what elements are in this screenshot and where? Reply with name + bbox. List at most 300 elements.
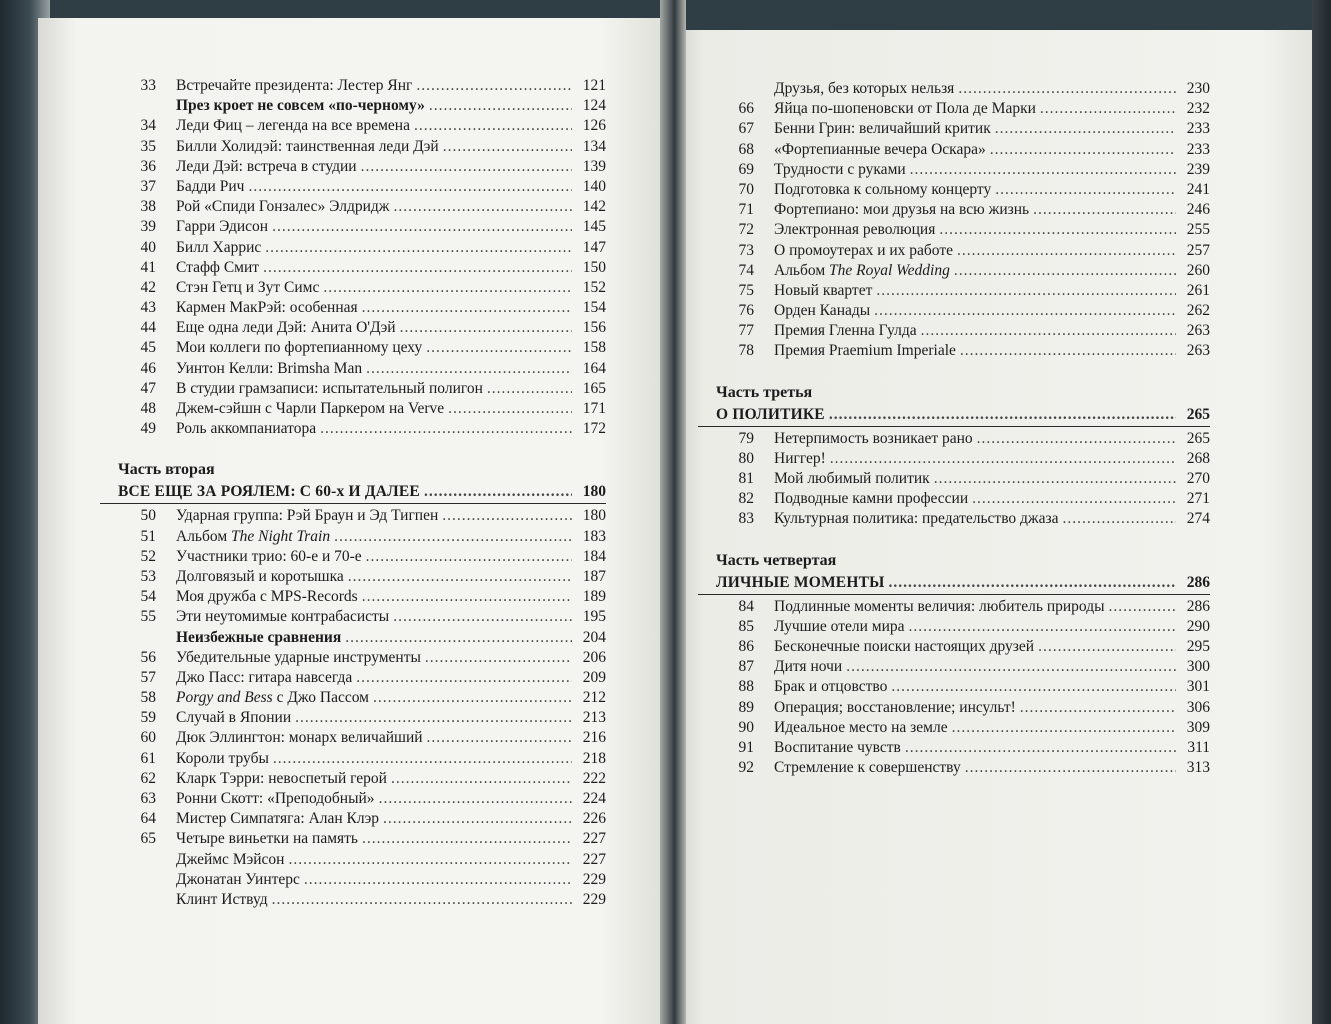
chapter-title: Бесконечные поиски настоящих друзей [774, 637, 1035, 655]
toc-entry [100, 547, 606, 567]
chapter-title: Идеальное место на земле [774, 718, 948, 736]
leader-dots [373, 688, 572, 708]
leader-dots [425, 648, 572, 668]
chapter-title: Короли трубы [176, 749, 269, 767]
toc-entry [698, 617, 1210, 637]
chapter-number: 63 [140, 790, 156, 807]
page-number: 295 [1186, 637, 1210, 655]
left-toc [100, 76, 606, 910]
leader-dots [1020, 698, 1176, 718]
page-number: 290 [1186, 617, 1210, 635]
chapter-title: Премия Гленна Гулда [774, 322, 917, 340]
page-number: 260 [1186, 261, 1210, 279]
toc-entry [698, 261, 1210, 281]
page-number: 187 [582, 567, 606, 585]
toc-entry [100, 338, 606, 358]
toc-entry [698, 509, 1210, 529]
chapter-number: 88 [738, 678, 754, 696]
leader-dots [1063, 509, 1176, 529]
leader-dots [442, 506, 572, 526]
page-number: 274 [1186, 510, 1210, 528]
page-number: 172 [582, 420, 606, 438]
leader-dots [362, 587, 572, 607]
chapter-number: 58 [140, 689, 156, 707]
toc-entry [100, 708, 606, 728]
leader-dots [910, 160, 1176, 180]
page-number: 255 [1186, 221, 1210, 239]
chapter-title-part: Альбом [774, 261, 830, 279]
chapter-title: Рой «Спиди Гонзалес» Элдридж [176, 198, 390, 216]
toc-entry [698, 738, 1210, 758]
leader-dots [416, 76, 572, 96]
page-number: 222 [582, 769, 606, 787]
chapter-number: 72 [738, 221, 754, 239]
chapter-number: 78 [738, 342, 754, 360]
toc-entry [100, 809, 606, 829]
page-number: 164 [582, 359, 606, 377]
chapter-number: 69 [738, 160, 754, 178]
page-number: 300 [1186, 658, 1210, 676]
chapter-title: Бадди Рич [176, 177, 245, 195]
chapter-title-part: Альбом [176, 527, 232, 545]
leader-dots [426, 338, 572, 358]
toc-entry [100, 116, 606, 136]
leader-dots [889, 572, 1176, 594]
chapter-title: Ниггер! [774, 449, 826, 467]
chapter-title: Стэн Гетц и Зут Симс [176, 278, 320, 296]
toc-entry [100, 137, 606, 157]
leader-dots [391, 769, 572, 789]
leader-dots [443, 137, 572, 157]
toc-entry [698, 469, 1210, 489]
leader-dots [1038, 637, 1176, 657]
leader-dots [334, 527, 572, 547]
leader-dots [362, 829, 572, 849]
toc-entry [100, 379, 606, 399]
page-number: 233 [1186, 140, 1210, 158]
page-number: 145 [582, 218, 606, 236]
chapter-number: 39 [140, 218, 156, 236]
chapter-title [774, 261, 950, 281]
leader-dots [829, 404, 1176, 426]
leader-dots [366, 359, 572, 379]
page-number: 204 [582, 628, 606, 646]
chapter-title: Подготовка к сольному концерту [774, 180, 992, 198]
page-number: 227 [582, 830, 606, 848]
chapter-title: Воспитание чувств [774, 738, 901, 756]
chapter-title: Четыре виньетки на память [176, 830, 358, 848]
toc-entry [698, 99, 1210, 119]
toc-entry [100, 217, 606, 237]
leader-dots [954, 261, 1176, 281]
chapter-number: 62 [140, 769, 156, 787]
page-number: 126 [582, 117, 606, 135]
chapter-number: 65 [140, 830, 156, 848]
chapter-title: Моя дружба с MPS-Records [176, 588, 358, 606]
page-number: 271 [1186, 490, 1210, 508]
part-two-page: 180 [582, 483, 606, 501]
chapter-number: 40 [140, 238, 156, 256]
page-number: 246 [1186, 201, 1210, 219]
page-number: 180 [582, 507, 606, 525]
part-two-title: ВСЕ ЕЩЕ ЗА РОЯЛЕМ: С 60-х И ДАЛЕЕ [118, 483, 420, 501]
leader-dots [356, 668, 572, 688]
leader-dots [977, 429, 1176, 449]
leader-dots [995, 180, 1176, 200]
chapter-number: 48 [140, 400, 156, 417]
leader-dots [1033, 200, 1176, 220]
part-three-label: Часть третья [716, 383, 813, 401]
chapter-title: Яйца по-шопеновски от Пола де Марки [774, 100, 1036, 118]
chapter-number: 41 [140, 258, 156, 276]
chapter-number: 36 [140, 157, 156, 175]
chapter-title: В студии грамзаписи: испытательный полигон [176, 379, 483, 397]
chapter-number: 44 [140, 319, 156, 337]
chapter-number: 80 [738, 449, 754, 467]
chapter-title: Подлинные моменты величия: любитель природы [774, 597, 1105, 615]
leader-dots [427, 728, 572, 748]
toc-entry [698, 758, 1210, 778]
page-number: 309 [1186, 718, 1210, 736]
toc-entry [100, 318, 606, 338]
toc-entry [100, 850, 606, 870]
chapter-title: Билли Холидэй: таинственная леди Дэй [176, 137, 439, 155]
chapter-number: 47 [140, 379, 156, 397]
chapter-title: Нетерпимость возникает рано [774, 429, 973, 447]
chapter-title: Трудности с руками [774, 160, 906, 178]
page-number: 152 [582, 278, 606, 296]
toc-entry [100, 399, 606, 419]
page-number: 184 [582, 547, 606, 565]
page-number: 226 [582, 810, 606, 828]
page-number: 150 [582, 258, 606, 276]
toc-entry [100, 177, 606, 197]
page-number: 270 [1186, 470, 1210, 487]
chapter-number: 74 [738, 261, 754, 279]
part-two-heading [100, 481, 606, 504]
chapter-number: 73 [738, 241, 754, 259]
chapter-number: 71 [738, 201, 754, 219]
toc-entry [698, 597, 1210, 617]
chapter-number: 75 [738, 281, 754, 299]
page-number: 229 [582, 870, 606, 888]
leader-dots [830, 449, 1176, 469]
chapter-title: Операция; восстановление; инсульт! [774, 698, 1016, 716]
leader-dots [265, 238, 572, 258]
toc-entry [100, 298, 606, 318]
chapter-number: 81 [738, 470, 754, 487]
page-number: 268 [1186, 449, 1210, 467]
toc-entry [100, 607, 606, 627]
page-number: 154 [582, 299, 606, 317]
chapter-title: Джем-сэйшн с Чарли Паркером на Verve [176, 400, 445, 417]
chapter-number: 85 [738, 617, 754, 635]
page-number: 171 [582, 400, 606, 417]
toc-entry [100, 258, 606, 278]
leader-dots [272, 217, 572, 237]
chapter-title: Джонатан Уинтерс [176, 870, 300, 888]
chapter-number: 59 [140, 709, 156, 727]
chapter-number: 60 [140, 729, 156, 747]
leader-dots [905, 738, 1176, 758]
page-number: 306 [1186, 698, 1210, 716]
page-number: 212 [582, 689, 606, 707]
chapter-number: 83 [738, 510, 754, 528]
chapter-title: Неизбежные сравнения [176, 628, 342, 646]
toc-entry [100, 419, 606, 439]
page-number: 239 [1186, 160, 1210, 178]
leader-dots [874, 301, 1176, 321]
page-number: 261 [1186, 281, 1210, 299]
toc-entry [100, 829, 606, 849]
toc-entry [100, 278, 606, 298]
chapter-number: 86 [738, 637, 754, 655]
toc-entry [698, 698, 1210, 718]
chapter-number: 87 [738, 658, 754, 676]
leader-dots [958, 79, 1176, 99]
toc-list-left-b [100, 506, 606, 910]
page-number: 156 [582, 319, 606, 337]
toc-entry [100, 648, 606, 668]
page-number: 262 [1186, 302, 1210, 320]
chapter-number: 34 [140, 117, 156, 135]
chapter-number: 64 [140, 810, 156, 828]
toc-entry [100, 506, 606, 526]
toc-entry [698, 321, 1210, 341]
leader-dots [362, 298, 572, 318]
chapter-number: 84 [738, 597, 754, 615]
part-three-heading [698, 404, 1210, 427]
toc-entry [100, 587, 606, 607]
leader-dots [366, 547, 572, 567]
chapter-number: 57 [140, 668, 156, 686]
toc-list-right-b [698, 429, 1210, 530]
chapter-number: 35 [140, 137, 156, 155]
leader-dots [345, 628, 572, 648]
page-number: 229 [582, 890, 606, 908]
toc-entry [100, 749, 606, 769]
leader-dots [921, 321, 1176, 341]
chapter-title [176, 527, 330, 547]
chapter-title: Стафф Смит [176, 258, 260, 276]
chapter-number: 76 [738, 302, 754, 320]
toc-entry [698, 677, 1210, 697]
toc-entry [100, 769, 606, 789]
page-number: 301 [1186, 678, 1210, 696]
toc-entry [698, 79, 1210, 99]
chapter-title: Фортепиано: мои друзья на всю жизнь [774, 201, 1030, 219]
toc-entry [100, 870, 606, 890]
chapter-title-part: The Night Train [231, 527, 331, 545]
page-number: 195 [582, 608, 606, 626]
page-number: 263 [1186, 322, 1210, 340]
leader-dots [304, 870, 572, 890]
chapter-title: Мистер Симпатяга: Алан Клэр [176, 810, 380, 828]
page-number: 183 [582, 527, 606, 545]
leader-dots [876, 281, 1176, 301]
toc-list-right-c [698, 597, 1210, 779]
chapter-title: Культурная политика: предательство джаза [774, 510, 1059, 528]
leader-dots [960, 341, 1176, 361]
toc-list-left-a [100, 76, 606, 439]
chapter-number: 90 [738, 718, 754, 736]
leader-dots [934, 469, 1176, 489]
toc-entry [100, 238, 606, 258]
chapter-title: Роль аккомпаниатора [176, 420, 317, 438]
chapter-number: 68 [738, 140, 754, 158]
chapter-title: Джеймс Мэйсон [176, 850, 285, 868]
chapter-title: Мои коллеги по фортепианному цеху [176, 339, 423, 357]
page-number: 140 [582, 177, 606, 195]
chapter-number: 55 [140, 608, 156, 626]
page-number: 224 [582, 790, 606, 807]
chapter-number: 37 [140, 177, 156, 195]
toc-entry [698, 140, 1210, 160]
chapter-number: 61 [140, 749, 156, 767]
leader-dots [1109, 597, 1176, 617]
page-number: 213 [582, 709, 606, 727]
chapter-number: 38 [140, 198, 156, 216]
page-number: 209 [582, 668, 606, 686]
chapter-number: 56 [140, 648, 156, 666]
chapter-title: Клинт Иствуд [176, 890, 268, 908]
leader-dots [965, 758, 1176, 778]
chapter-title: О промоутерах и их работе [774, 241, 953, 259]
book-cover-right-edge [1312, 0, 1331, 1024]
chapter-title: Долговязый и коротышка [176, 567, 344, 585]
leader-dots [424, 481, 572, 503]
part-three-page: 265 [1186, 405, 1210, 423]
part-two-label: Часть вторая [118, 461, 215, 479]
right-toc [698, 79, 1210, 778]
leader-dots [952, 718, 1176, 738]
page-number: 147 [582, 238, 606, 256]
leader-dots [393, 607, 572, 627]
leader-dots [348, 567, 572, 587]
chapter-number: 92 [738, 759, 754, 777]
chapter-title: Орден Канады [774, 302, 871, 320]
leader-dots [487, 379, 572, 399]
chapter-title: Кларк Тэрри: невоспетый герой [176, 769, 387, 787]
toc-entry [698, 241, 1210, 261]
page-number: 206 [582, 648, 606, 666]
leader-dots [295, 708, 572, 728]
page-number: 134 [582, 137, 606, 155]
chapter-title: Эти неутомимые контрабасисты [176, 608, 390, 626]
toc-entry [698, 119, 1210, 139]
leader-dots [972, 489, 1176, 509]
toc-entry [100, 728, 606, 748]
leader-dots [990, 140, 1176, 160]
page-number: 257 [1186, 241, 1210, 259]
chapter-title: Участники трио: 60-е и 70-е [176, 547, 362, 565]
page-number: 216 [582, 729, 606, 747]
leader-dots [320, 419, 572, 439]
page-number: 263 [1186, 342, 1210, 360]
page-number: 139 [582, 157, 606, 175]
chapter-title: Еще одна леди Дэй: Анита О'Дэй [176, 319, 396, 337]
toc-entry [698, 718, 1210, 738]
toc-entry [698, 281, 1210, 301]
book-gutter [660, 0, 686, 1024]
toc-entry [698, 180, 1210, 200]
chapter-title: Встречайте президента: Лестер Янг [176, 77, 413, 94]
chapter-title: През кроет не совсем «по-черному» [176, 97, 425, 115]
leader-dots [448, 399, 572, 419]
toc-entry [100, 96, 606, 116]
toc-entry [698, 160, 1210, 180]
chapter-title: Леди Дэй: встреча в студии [176, 157, 357, 175]
toc-entry [100, 197, 606, 217]
leader-dots [891, 677, 1176, 697]
toc-entry [100, 789, 606, 809]
page-number: 313 [1186, 759, 1210, 777]
chapter-number: 89 [738, 698, 754, 716]
chapter-title: Стремление к совершенству [774, 759, 961, 777]
page-number: 311 [1187, 738, 1210, 756]
chapter-title: Подводные камни профессии [774, 490, 969, 508]
part-four-page: 286 [1186, 573, 1210, 591]
toc-entry [100, 359, 606, 379]
chapter-title: Брак и отцовство [774, 678, 888, 696]
chapter-title: Убедительные ударные инструменты [176, 648, 421, 666]
toc-entry [100, 527, 606, 547]
toc-entry [100, 567, 606, 587]
chapter-title: Премия Praemium Imperiale [774, 342, 956, 360]
toc-entry [698, 200, 1210, 220]
page-number: 286 [1186, 597, 1210, 615]
toc-entry [698, 220, 1210, 240]
page-number: 233 [1186, 120, 1210, 138]
chapter-title: Новый квартет [774, 281, 873, 299]
chapter-title: Друзья, без которых нельзя [774, 80, 955, 97]
chapter-title: Лучшие отели мира [774, 617, 905, 635]
chapter-number: 45 [140, 339, 156, 357]
toc-entry [100, 688, 606, 708]
page-number: 230 [1186, 80, 1210, 97]
chapter-title-part: Porgy and Bess [176, 689, 273, 707]
leader-dots [909, 617, 1177, 637]
toc-entry [698, 449, 1210, 469]
toc-entry [100, 628, 606, 648]
chapter-title: Гарри Эдисон [176, 218, 269, 236]
toc-entry [698, 429, 1210, 449]
page-number: 227 [582, 850, 606, 868]
page-number: 165 [582, 379, 606, 397]
leader-dots [379, 789, 572, 809]
chapter-title: Бенни Грин: величайший критик [774, 120, 991, 138]
leader-dots [248, 177, 572, 197]
chapter-title: Билл Харрис [176, 238, 262, 256]
chapter-number: 33 [140, 77, 156, 94]
chapter-number: 42 [140, 278, 156, 296]
chapter-number: 52 [140, 547, 156, 565]
chapter-title-part: с Джо Пассом [272, 689, 369, 707]
toc-entry [100, 76, 606, 96]
chapter-title: Леди Фиц – легенда на все времена [176, 117, 410, 135]
toc-entry [100, 890, 606, 910]
part-four-label: Часть четвертая [716, 551, 837, 569]
leader-dots [957, 241, 1176, 261]
chapter-title: Кармен МакРэй: особенная [176, 299, 358, 317]
toc-entry [698, 637, 1210, 657]
page-number: 265 [1186, 429, 1210, 447]
chapter-number: 54 [140, 588, 156, 606]
leader-dots [288, 850, 572, 870]
part-three-title: О ПОЛИТИКЕ [716, 405, 825, 423]
leader-dots [273, 749, 572, 769]
page-number: 142 [582, 198, 606, 216]
